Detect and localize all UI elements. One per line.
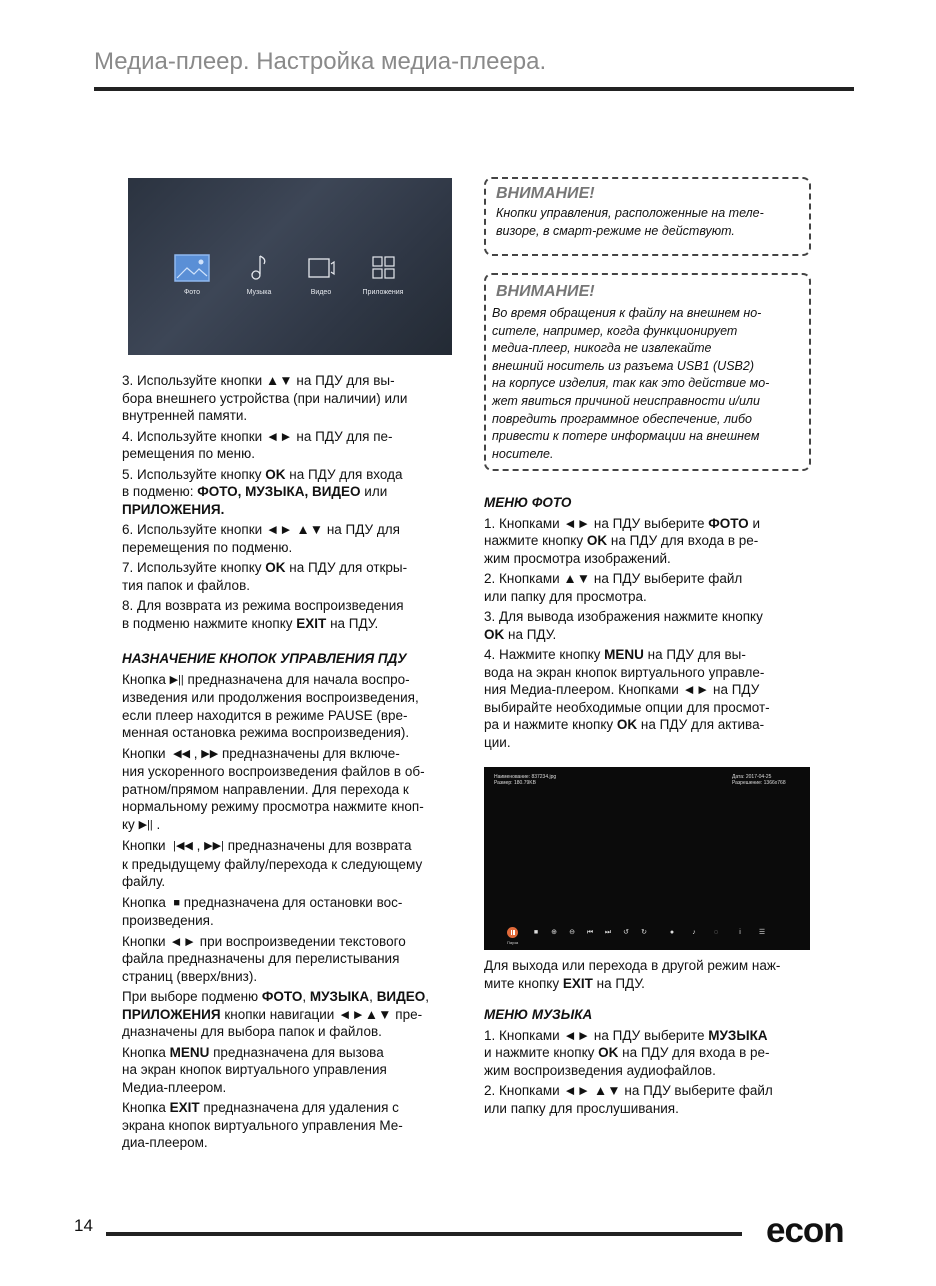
brand-logo: econ: [766, 1211, 844, 1250]
exit-and-music-section: [484, 957, 829, 1120]
music-word: МУЗЫКА: [708, 1027, 768, 1043]
text: файла предназначены для перелистывания: [122, 951, 400, 966]
text: нормальному режиму просмотра нажмите кноп-: [122, 799, 424, 814]
text: Кнопки: [122, 745, 170, 761]
file-date: Дата: 2017-04-25: [732, 774, 772, 780]
exit-key: EXIT: [296, 615, 327, 631]
btn-page-desc: [122, 933, 462, 986]
text: предназначены для включе-: [218, 745, 400, 761]
warning-text: [492, 305, 803, 463]
photo-icon: [174, 254, 210, 282]
ok-key: OK: [265, 560, 286, 575]
play-pause-icon: ▶||: [169, 673, 184, 686]
apps-grid-icon: [365, 254, 401, 282]
player-controls: [504, 927, 794, 939]
zoom-in-icon: ⊕: [551, 929, 557, 936]
exit-note: [484, 957, 829, 992]
list-icon: ☰: [758, 929, 766, 936]
file-name: Наименование: 837234.jpg: [494, 774, 557, 780]
text: бора внешнего устройства (при наличии) или: [122, 390, 408, 406]
btn-playpause-desc: [122, 671, 462, 742]
text: ния Медиа-плеером. Кнопками ◄► на ПДУ: [484, 682, 760, 697]
image-resolution: Разрешение: 1366x768: [732, 780, 786, 786]
exit-key: EXIT: [562, 975, 593, 991]
text: на ПДУ.: [592, 975, 645, 991]
text: внутренней памяти.: [122, 408, 248, 423]
menu-label: Музыка: [246, 289, 272, 296]
effect-icon: ◌: [713, 929, 719, 936]
menu-label: Приложения: [362, 289, 404, 296]
text: на ПДУ для актива-: [637, 717, 765, 732]
footer-rule: [106, 1232, 742, 1236]
text: дназначены для выбора папок и файлов.: [122, 1024, 382, 1039]
submenu-names: ФОТО, МУЗЫКА, ВИДЕО: [197, 484, 361, 499]
rotate-right-icon: ↻: [641, 929, 647, 936]
file-size: Размер: 180.79KB: [494, 780, 536, 786]
text: произведения.: [122, 913, 214, 928]
rotate-left-icon: ↺: [623, 929, 629, 936]
text: на ПДУ для откры-: [285, 560, 408, 575]
text: Во время обращения к файлу на внешнем но-: [492, 306, 762, 320]
warning-title: ВНИМАНИЕ!: [496, 283, 595, 300]
photo-step-4: [484, 646, 824, 751]
menu-item-video: [291, 254, 351, 296]
submenu-apps: ПРИЛОЖЕНИЯ.: [122, 501, 225, 517]
text: 1. Кнопками ◄► на ПДУ выберите: [484, 1027, 709, 1043]
text: 8. Для возврата из режима воспроизведения: [122, 598, 404, 613]
text: на ПДУ для входа: [285, 466, 403, 482]
text: Кнопка: [122, 1100, 170, 1115]
text: 2. Кнопками ▲▼ на ПДУ выберите файл: [484, 571, 743, 586]
text: или папку для прослушивания.: [484, 1100, 679, 1116]
ok-key: OK: [586, 533, 608, 548]
text: носителе.: [492, 446, 554, 461]
text: кнопки навигации ◄►▲▼ пре-: [220, 1006, 423, 1022]
text: страниц (вверх/вниз).: [122, 968, 258, 984]
text: Кнопка: [122, 894, 170, 910]
text: к предыдущему файлу/перехода к следующему: [122, 856, 423, 872]
text: медиа-плеер, никогда не извлекайте: [492, 341, 712, 356]
page-number: 14: [74, 1216, 93, 1235]
btn-menu-desc: [122, 1044, 462, 1097]
text: сителе, например, когда функционирует: [492, 323, 738, 338]
text: предназначены для возврата: [223, 838, 412, 853]
buttons-heading: НАЗНАЧЕНИЕ КНОПОК УПРАВЛЕНИЯ ПДУ: [122, 651, 407, 666]
text: или: [360, 484, 388, 499]
next-icon: ▶▶|: [204, 840, 224, 852]
media-menu-screenshot: [128, 178, 452, 355]
file-info: [494, 774, 556, 786]
image-info: [732, 774, 786, 786]
step-6: [122, 521, 462, 556]
text: тия папок и файлов.: [122, 577, 250, 593]
ok-key: OK: [598, 1045, 619, 1060]
text: на ПДУ.: [504, 626, 557, 642]
text: на корпусе изделия, так как это действие мо-: [492, 376, 770, 391]
menu-label: Фото: [183, 289, 201, 296]
photo-heading: МЕНЮ ФОТО: [484, 495, 572, 510]
text: жим воспроизведения аудиофайлов.: [484, 1062, 716, 1078]
text: на ПДУ для входа в ре-: [618, 1045, 770, 1060]
photo-step-3: [484, 608, 824, 643]
text: привести к потере информации на внешнем: [492, 429, 760, 444]
text: Медиа-плеером.: [122, 1079, 227, 1095]
text: ра и нажмите кнопку: [484, 717, 617, 732]
text: предназначена для вызова: [209, 1044, 384, 1060]
text: изведения или продолжения воспроизведения,: [122, 690, 419, 705]
apps-word: ПРИЛОЖЕНИЯ: [122, 1006, 221, 1022]
music-step-1: [484, 1027, 829, 1080]
text: визоре, в смарт-режиме не действуют.: [496, 223, 735, 238]
text: перемещения по подменю.: [122, 539, 293, 555]
btn-stop-desc: [122, 894, 462, 930]
exit-key: EXIT: [169, 1100, 200, 1115]
text: нажмите кнопку: [484, 533, 587, 548]
slideshow-icon: ●: [669, 929, 675, 936]
text: жет явиться причиной неисправности и/или: [492, 393, 760, 408]
play-pause-icon: ▶||: [138, 818, 153, 831]
text: Для выхода или перехода в другой режим наж-: [484, 958, 781, 973]
text: менная остановка режима воспроизведения).: [122, 725, 410, 740]
ok-key: OK: [484, 626, 505, 642]
text: предназначена для остановки вос-: [183, 894, 403, 910]
text: предназначена для начала воспро-: [183, 671, 410, 687]
text: 1. Кнопками ◄► на ПДУ выберите: [484, 515, 709, 531]
text: на ПДУ для входа в ре-: [607, 533, 759, 548]
page-title: Медиа-плеер. Настройка медиа-плеера.: [94, 48, 547, 75]
left-column: [122, 372, 462, 1155]
text: мите кнопку: [484, 975, 563, 991]
photo-step-1: [484, 515, 824, 568]
menu-item-apps: [353, 254, 413, 296]
text: в подменю:: [122, 484, 198, 499]
photo-step-2: [484, 570, 824, 605]
menu-item-music: [229, 254, 289, 296]
text: диа-плеером.: [122, 1135, 208, 1150]
step-7: [122, 559, 462, 594]
text: Кнопки: [122, 838, 170, 853]
photo-word: ФОТО: [261, 989, 303, 1004]
text: 2. Кнопками ◄► ▲▼ на ПДУ выберите файл: [484, 1083, 773, 1098]
text: в подменю нажмите кнопку: [122, 615, 297, 631]
text: Кнопки управления, расположенные на теле-: [496, 206, 764, 220]
text: При выборе подменю: [122, 989, 262, 1004]
warning-text: [496, 205, 799, 240]
text: на экран кнопок виртуального управления: [122, 1062, 387, 1077]
btn-nav-desc: При выборе подменю ФОТО, МУЗЫКА, ВИДЕО, ПРИЛОЖЕНИЯ кнопки навигации ◄►▲▼ пре- дназначены для выбора папок и файлов.: [122, 989, 430, 1039]
text: внешний носитель из разъема USB1 (USB2): [492, 358, 754, 373]
photo-menu-section: [484, 494, 824, 754]
header-rule: [94, 87, 854, 91]
text: экрана кнопок виртуального управления Ме-: [122, 1117, 403, 1133]
text: повредить программное обеспечение, либо: [492, 411, 752, 426]
text: вода на экран кнопок виртуального управле-: [484, 664, 765, 680]
video-camera-icon: [303, 254, 339, 282]
step-3: [122, 372, 462, 425]
text: 3. Используйте кнопки ▲▼ на ПДУ для вы-: [122, 373, 395, 388]
text: или папку для просмотра.: [484, 588, 647, 604]
text: ратном/прямом направлении. Для перехода к: [122, 781, 409, 797]
text: 4. Используйте кнопки ◄► на ПДУ для пе-: [122, 428, 393, 444]
text: если плеер находится в режиме PAUSE (вре-: [122, 707, 408, 723]
text: на ПДУ.: [326, 615, 379, 631]
zoom-out-icon: ⊖: [569, 929, 575, 936]
video-word: ВИДЕО: [376, 989, 426, 1004]
rewind-icon: ◀◀: [173, 747, 191, 760]
info-icon: i: [739, 929, 741, 936]
text: ния ускоренного воспроизведения файлов в об-: [122, 764, 425, 779]
text: ремещения по меню.: [122, 446, 256, 461]
btn-skip-desc: Кнопки |◀◀ , ▶▶| предназначены для возврата к предыдущему файлу/перехода к следующему файлу.: [122, 838, 423, 889]
btn-exit-desc: [122, 1099, 462, 1152]
text: 3. Для вывода изображения нажмите кнопку: [484, 609, 763, 624]
previous-icon: |◀◀: [173, 840, 193, 852]
menu-label: Видео: [310, 289, 332, 296]
step-8: [122, 597, 462, 632]
menu-item-photo: [162, 254, 222, 296]
music-heading: МЕНЮ МУЗЫКА: [484, 1007, 593, 1022]
music-note-icon: [241, 254, 277, 282]
menu-key: MENU: [169, 1044, 210, 1060]
text: Кнопки ◄► при воспроизведении текстового: [122, 933, 406, 949]
text: и нажмите кнопку: [484, 1045, 599, 1060]
ok-key: OK: [265, 466, 286, 482]
music-word: МУЗЫКА: [309, 989, 370, 1004]
warning-title: ВНИМАНИЕ!: [496, 185, 595, 202]
music-step-2: [484, 1082, 829, 1117]
stop-icon: ■: [173, 896, 181, 909]
btn-seek-desc: Кнопки ◀◀ , ▶▶ предназначены для включе- ния ускоренного воспроизведения файлов в об- ратном/прямом направлении. Для перехода к нормальному режиму просмотра нажмите кноп- ку ▶|| .: [122, 745, 462, 835]
text: ции.: [484, 734, 511, 750]
text: 7. Используйте кнопку: [122, 560, 266, 575]
text: ку: [122, 816, 139, 832]
stop-icon: ■: [533, 929, 539, 936]
text: жим просмотра изображений.: [484, 550, 671, 566]
text: Кнопка: [122, 1044, 170, 1060]
menu-key: MENU: [604, 647, 644, 662]
text: файлу.: [122, 874, 166, 889]
fast-forward-icon: ▶▶: [201, 747, 219, 760]
photo-player-screenshot: [484, 767, 810, 950]
text: 5. Используйте кнопку: [122, 466, 266, 482]
text: 4. Нажмите кнопку: [484, 647, 605, 662]
text: выбирайте необходимые опции для просмот-: [484, 699, 770, 715]
step-5: [122, 466, 462, 519]
photo-word: ФОТО: [708, 515, 749, 531]
text: предназначена для удаления с: [199, 1100, 399, 1115]
previous-icon: ⏮: [586, 929, 594, 936]
warning-box-1: [484, 177, 811, 256]
text: 6. Используйте кнопки ◄► ▲▼ на ПДУ для: [122, 522, 400, 537]
ok-key: OK: [616, 717, 638, 732]
music-icon: ♪: [692, 929, 696, 936]
warning-box-2: [484, 273, 811, 471]
step-4: [122, 428, 462, 463]
text: на ПДУ для вы-: [643, 647, 746, 662]
text: Кнопка: [122, 671, 170, 687]
text: и: [748, 515, 760, 531]
pause-label: Пауза: [507, 940, 519, 945]
next-icon: ⏭: [604, 929, 612, 936]
